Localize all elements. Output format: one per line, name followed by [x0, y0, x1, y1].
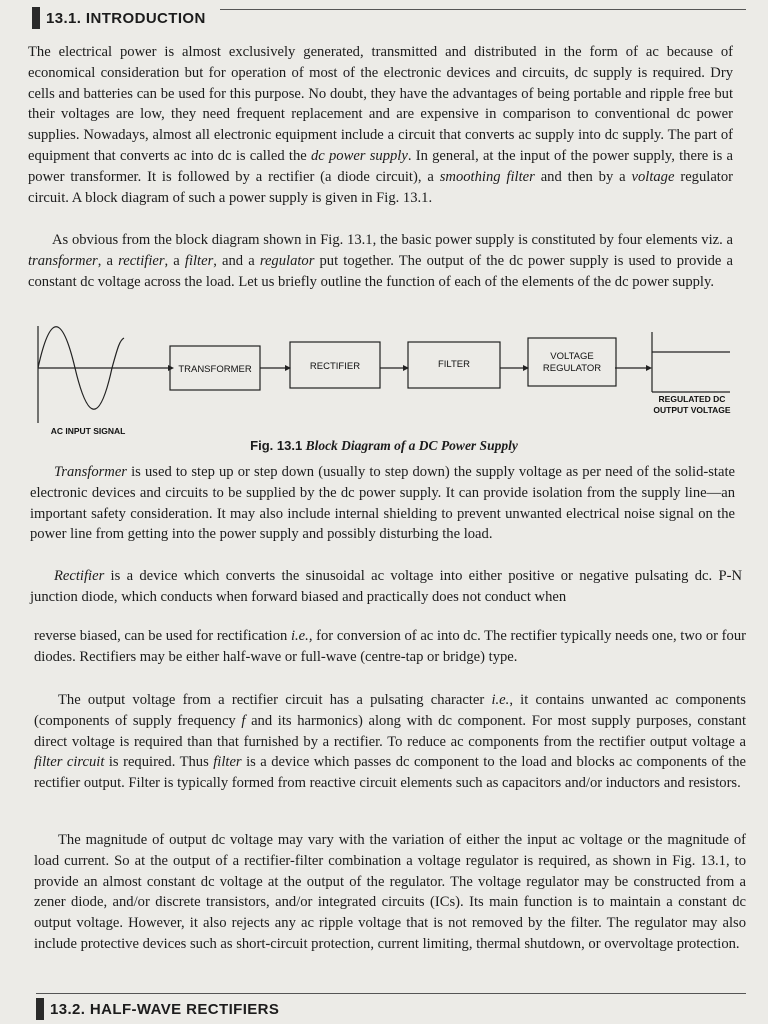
section-rule — [36, 993, 746, 994]
paragraph-rectifier: Rectifier is a device which converts the sinusoidal ac voltage into either positive or negative pulsating dc. P-N junction diode, which conducts when forward biased and practically does not conduct when — [30, 568, 742, 605]
regulator-block — [528, 338, 616, 386]
block-label-rectifier: RECTIFIER — [309, 361, 361, 372]
section-heading-half-wave — [36, 997, 279, 1021]
block-label-regulator-1: VOLTAGE — [550, 351, 594, 362]
block-label-transformer: TRANSFORMER — [178, 364, 252, 375]
figure-caption — [0, 438, 768, 454]
block-label-regulator-2: REGULATOR — [542, 363, 602, 374]
block-label-filter: FILTER — [437, 359, 471, 370]
ac-input-label: AC INPUT SIGNAL — [50, 426, 126, 436]
output-label-1: REGULATED DC — [658, 394, 726, 404]
paragraph-intro: The electrical power is almost exclusively generated, transmitted and distributed in the form of ac because of economical consideration but for operation of most of the electronic devices and circuits, dc supply is required. Dry cells and batteries can be used for this purpose. No doubt, they have the advantages of being portable and ripple free but their voltages are low, they need frequent replacement and are expensive in comparison to conventional dc power supplies. Nowadays, almost all electronic equipment include a circuit that converts ac supply into dc supply. The part of equipment that converts ac into dc is called the dc power supply. In general, at the input of the power supply, there is a power transformer. It is followed by a rectifier (a diode circuit), a smoothing filter and then by a voltage regulator circuit. A block diagram of such a power supply is given in Fig. 13.1. — [28, 44, 734, 206]
output-label-2: OUTPUT VOLTAGE — [653, 405, 731, 415]
paragraph-elements: As obvious from the block diagram shown in Fig. 13.1, the basic power supply is constituted by four elements viz. a transformer, a rectifier, a filter, and a regulator put together. The output of the dc power supply is used to provide a constant dc voltage across the load. Let us briefly outline the function of each of the elements of the dc power supply. — [28, 232, 733, 290]
block-diagram — [0, 318, 768, 448]
figure-title: Block Diagram of a DC Power Supply — [305, 438, 518, 453]
paragraph-filter: The output voltage from a rectifier circuit has a pulsating character i.e., it contains unwanted ac components (components of supply frequency f and its harmonics) along with dc component. For most supply purposes, constant direct voltage is required than that furnished by a rectifier. To reduce ac components from the rectifier output voltage a filter circuit is required. Thus filter is a device which passes dc component to the load and blocks ac components of the rectifier output. Filter is typically formed from reactive circuit elements such as capacitors and/or inductors and resistors. — [34, 692, 747, 792]
heading-rule — [220, 9, 746, 10]
paragraph-rectifier-cont: reverse biased, can be used for rectification i.e., for conversion of ac into dc. The rectifier typically needs one, two or four diodes. Rectifiers may be either half-wave or full-wave (centre-tap or bridge) type. — [34, 628, 746, 665]
section-heading-introduction — [32, 6, 206, 30]
section-title: 13.1. INTRODUCTION — [46, 9, 206, 27]
figure-number: Fig. 13.1 — [250, 438, 303, 453]
heading-marker — [36, 998, 44, 1020]
paragraph-regulator: The magnitude of output dc voltage may vary with the variation of either the input ac voltage or the magnitude of load current. So at the output of a rectifier-filter combination a voltage regulator is required, as shown in Fig. 13.1, to provide an almost constant dc voltage at the output of the regulator. The voltage regulator may be constructed from a zener diode, and/or discrete transistors, and/or integrated circuits (ICs). Its main function is to maintain a constant dc output voltage. However, it also rejects any ac ripple voltage that is not removed by the filter. The regulator may also include protective devices such as short-circuit protection, current limiting, thermal shutdown, or overvoltage protection. — [34, 832, 746, 952]
paragraph-transformer: Transformer is used to step up or step down (usually to step down) the supply voltage as per need of the solid-state electronic devices and circuits to be supplied by the dc power supply. It can provide isolation from the supply line—an important safety consideration. It may also include internal shielding to prevent unwanted electrical noise signal on the power line from getting into the power supply and possibly disturbing the load. — [30, 464, 735, 543]
section-title: 13.2. HALF-WAVE RECTIFIERS — [50, 1000, 280, 1018]
heading-marker — [32, 7, 40, 29]
